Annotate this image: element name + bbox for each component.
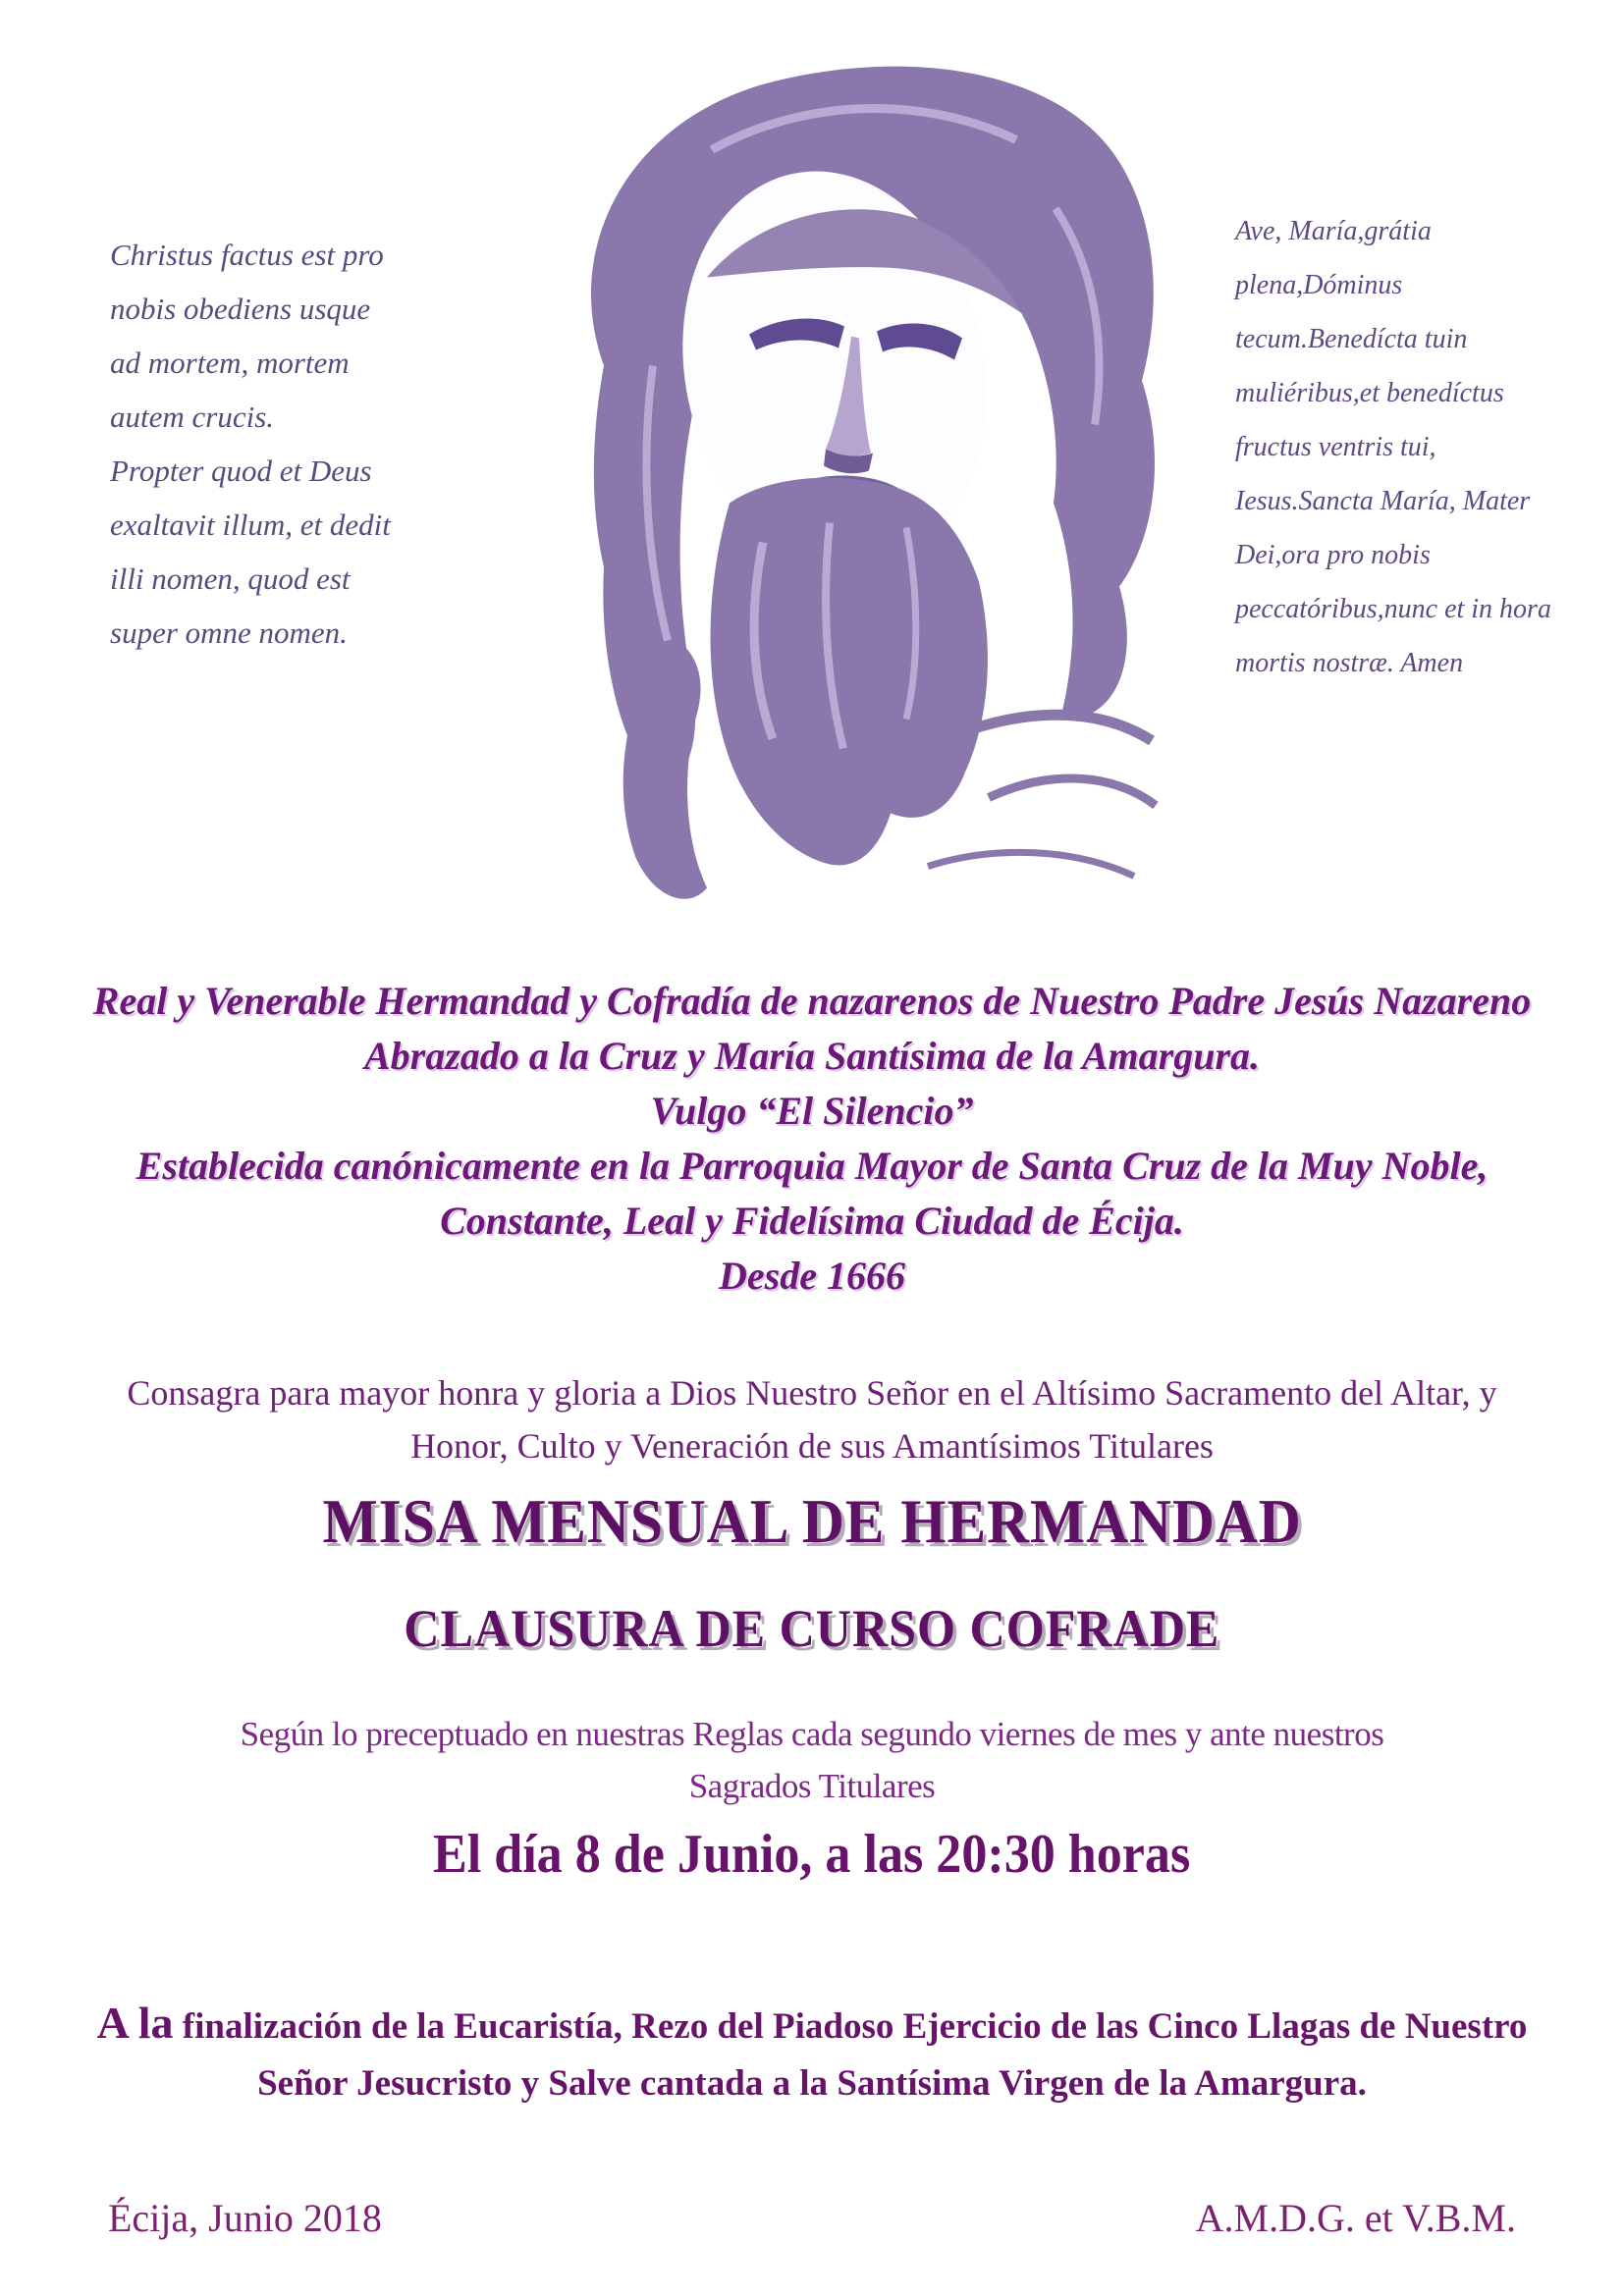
latin-left-line: Propter quod et Deus <box>110 454 372 488</box>
mass-title-text: MISA MENSUAL DE HERMANDAD <box>322 1486 1302 1556</box>
event-datetime-text: El día 8 de Junio, a las 20:30 horas <box>433 1824 1191 1885</box>
brotherhood-title <box>0 974 1624 1304</box>
latin-right-line: peccatóribus,nunc et in hora <box>1235 594 1551 624</box>
latin-left-line: autem crucis. <box>110 400 275 434</box>
brotherhood-title-line: Desde 1666 <box>719 1254 905 1298</box>
footer-motto: A.M.D.G. et V.B.M. <box>1195 2196 1516 2240</box>
latin-left-line: illi nomen, quod est <box>110 561 351 596</box>
latin-left-line: exaltavit illum, et dedit <box>110 507 391 542</box>
brotherhood-title-line: Vulgo “El Silencio” <box>650 1089 974 1133</box>
brotherhood-title-line: Abrazado a la Cruz y María Santísima de la Amargura. <box>363 1034 1261 1078</box>
mass-title <box>0 1485 1624 1558</box>
latin-quote-left <box>110 228 434 660</box>
footer-place-date: Écija, Junio 2018 <box>108 2196 382 2240</box>
latin-left-line: ad mortem, mortem <box>110 346 350 380</box>
latin-right-line: Ave, María,grátia <box>1235 216 1432 246</box>
closing-note-line1-rest: finalización de la Eucaristía, Rezo del Piadoso Ejercicio de las Cinco Llagas de Nuestro <box>173 2006 1528 2047</box>
latin-right-line: muliéribus,et benedíctus <box>1235 378 1504 408</box>
latin-right-line: plena,Dóminus <box>1235 270 1403 300</box>
ave-maria-quote <box>1235 204 1569 690</box>
latin-right-line: tecum.Benedícta tuin <box>1235 324 1468 354</box>
closing-note-line2: Señor Jesucristo y Salve cantada a la Santísima Virgen de la Amargura. <box>257 2063 1367 2104</box>
latin-left-line: nobis obediens usque <box>110 292 371 326</box>
event-datetime <box>0 1823 1624 1886</box>
brotherhood-title-line: Establecida canónicamente en la Parroquia Mayor de Santa Cruz de la Muy Noble, <box>135 1144 1489 1188</box>
latin-right-line: Iesus.Sancta María, Mater <box>1235 486 1531 516</box>
latin-right-line: Dei,ora pro nobis <box>1235 540 1431 570</box>
course-closing-title <box>0 1598 1624 1659</box>
latin-right-line: mortis nostræ. Amen <box>1235 648 1464 678</box>
dedication-line: Honor, Culto y Veneración de sus Amantísimos Titulares <box>410 1426 1214 1466</box>
latin-left-line: super omne nomen. <box>110 615 348 650</box>
christ-portrait-image <box>506 29 1164 918</box>
latin-right-line: fructus ventris tui, <box>1235 432 1436 462</box>
schedule-note <box>0 1708 1624 1812</box>
latin-left-line: Christus factus est pro <box>110 238 384 272</box>
closing-note-prefix: A la <box>96 1998 174 2048</box>
schedule-note-line: Sagrados Titulares <box>688 1767 936 1805</box>
footer <box>0 2195 1624 2241</box>
closing-note-line1 <box>0 1995 1624 2056</box>
dedication-line: Consagra para mayor honra y gloria a Dios Nuestro Señor en el Altísimo Sacramento del Altar, y <box>127 1373 1497 1413</box>
brotherhood-title-line: Real y Venerable Hermandad y Cofradía de nazarenos de Nuestro Padre Jesús Nazareno <box>92 979 1532 1023</box>
closing-note <box>0 1995 1624 2112</box>
dedication-text <box>0 1366 1624 1472</box>
brotherhood-title-line: Constante, Leal y Fidelísima Ciudad de Écija. <box>440 1199 1184 1243</box>
schedule-note-line: Según lo preceptuado en nuestras Reglas cada segundo viernes de mes y ante nuestros <box>240 1715 1384 1753</box>
course-closing-title-text: CLAUSURA DE CURSO COFRADE <box>404 1599 1220 1658</box>
